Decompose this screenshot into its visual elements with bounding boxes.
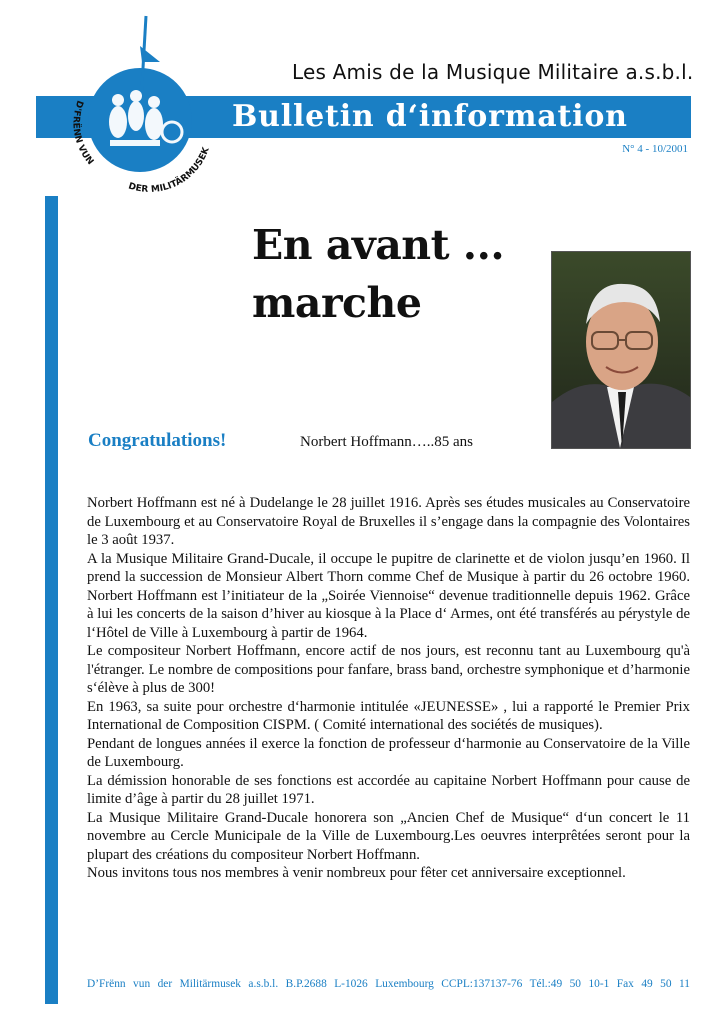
logo-emblem [60,12,220,202]
congratulations-heading: Congratulations! [88,430,227,451]
headline-line-2: marche [252,279,422,327]
subject-line: Norbert Hoffmann…..85 ans [300,434,474,450]
paragraph: Norbert Hoffmann est né à Dudelange le 28 juillet 1916. Après ses études musicales au Conservatoire de Luxembourg et au Conservatoire Royal de Bruxelles il s’engage dans la compagnie des Volontaires le 3 août 1937. [87,495,690,548]
issue-number: N° 4 - 10/2001 [622,143,688,155]
svg-text:DER MILITÄRMUSEK: DER MILITÄRMUSEK [127,146,212,196]
organization-title: Les Amis de la Musique Militaire a.s.b.l. [292,60,694,84]
headline-line-1: En avant ... [252,221,505,269]
side-bar [45,196,58,1004]
portrait-photo [551,251,691,449]
paragraph: Le compositeur Norbert Hoffmann, encore actif de nos jours, est reconnu tant au Luxembourg qu'à l'étranger. Le nombre de compositions pour fanfare, brass band, orchestre symphonique et d’harmonie s‘élève à plus de 300! [87,643,690,696]
svg-text:D'FRËNN VUN: D'FRËNN VUN [70,98,96,167]
headline [252,216,504,332]
paragraph: En 1963, sa suite pour orchestre d‘harmonie intitulée «JEUNESSE» , lui a rapporté le Premier Prix International de Composition CISPM. ( Comité international des sociétés de musiques). [87,698,690,733]
paragraph: La Musique Militaire Grand-Ducale honorera son „Ancien Chef de Musique“ d‘un concert le 11 novembre au Cercle Municipale de la Ville de Luxembourg.Les oeuvres interprêtées seront pour la plupart des créations du compositeur Norbert Hoffmann. [87,809,690,863]
article-body [87,494,690,883]
paragraph: Pendant de longues années il exerce la fonction de professeur d‘harmonie au Conservatoire de la Ville de Luxembourg. [87,735,690,770]
footer-contact: D’Frënn vun der Militärmusek a.s.b.l. B.P.2688 L-1026 Luxembourg CCPL:137137-76 Tél.:49 50 10-1 Fax 49 50 11 [87,978,690,990]
paragraph: A la Musique Militaire Grand-Ducale, il occupe le pupitre de clarinette et de violon jusqu’en 1960. Il prend la succession de Monsieur Albert Thorn comme Chef de Musique à partir du 26 octobre 1960. Norbert Hoffmann est l’initiateur de la „Soirée Viennoise“ devenue traditionnelle depuis 1962. Grâce à lui les concerts de la saison d’hiver au kiosque à la Place d‘ Armes, ont été transférés au pérystyle de l‘Hôtel de Ville à Luxembourg à partir de 1964. [87,550,690,641]
paragraph: La démission honorable de ses fonctions est accordée au capitaine Norbert Hoffmann pour cause de limite d’âge à partir du 28 juillet 1971. [87,772,690,807]
bulletin-title: Bulletin d‘information [232,99,628,134]
paragraph: Nous invitons tous nos membres à venir nombreux pour fêter cet anniversaire exceptionnel. [87,865,626,881]
